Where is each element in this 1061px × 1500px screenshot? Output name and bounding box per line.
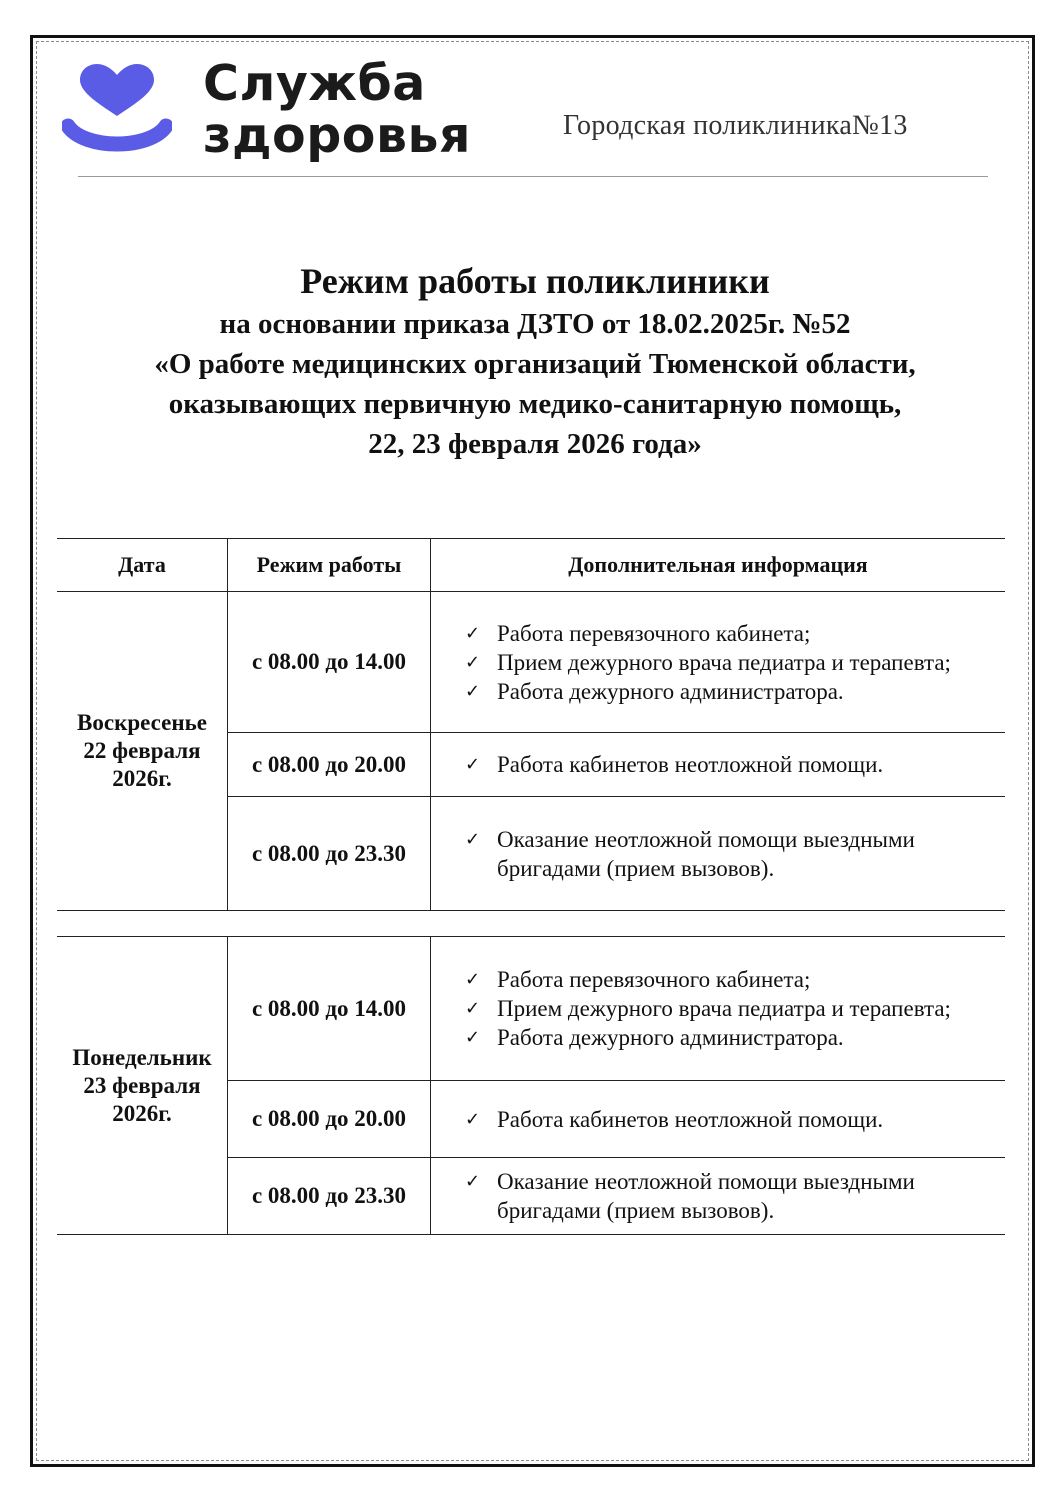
schedule-table-sunday xyxy=(57,538,1005,911)
brand-line-1: Служба xyxy=(203,55,426,112)
time-cell: с 08.00 до 20.00 xyxy=(228,1081,431,1158)
clinic-name: Городская поликлиника№13 xyxy=(563,110,908,141)
title-main: Режим работы поликлиники xyxy=(300,261,770,301)
title-dates-line: 22, 23 февраля 2026 года» xyxy=(368,428,702,460)
date-cell xyxy=(57,937,228,1235)
list-item xyxy=(465,1167,975,1225)
table-header-row xyxy=(57,539,1005,592)
time-cell: с 08.00 до 20.00 xyxy=(228,733,431,797)
date-cell xyxy=(57,592,228,911)
list-item xyxy=(465,825,975,883)
checkmark-icon: ✓ xyxy=(465,1108,481,1130)
checkmark-icon: ✓ xyxy=(465,828,481,850)
info-cell xyxy=(431,733,1006,797)
list-item xyxy=(465,1105,1005,1134)
list-item-text: Работа перевязочного кабинета; xyxy=(497,967,811,992)
info-list xyxy=(431,965,1005,1052)
heart-smile-icon xyxy=(62,60,172,160)
title-order-line: на основании приказа ДЗТО от 18.02.2025г. №52 xyxy=(219,308,851,340)
info-cell xyxy=(431,1158,1006,1235)
schedule-table-monday xyxy=(57,936,1005,1235)
checkmark-icon: ✓ xyxy=(465,651,481,673)
list-item-text: Работа дежурного администратора. xyxy=(497,678,844,704)
brand-line-2: здоровья xyxy=(203,107,471,164)
title-subject-line-2: оказывающих первичную медико-санитарную помощь, xyxy=(168,388,902,420)
list-item xyxy=(465,677,1005,706)
info-list xyxy=(431,1105,1005,1134)
list-item-text: Оказание неотложной помощи выездными бригадами (прием вызовов). xyxy=(497,1169,915,1223)
info-cell xyxy=(431,797,1006,911)
time-cell: с 08.00 до 14.00 xyxy=(228,592,431,733)
list-item xyxy=(465,750,1005,779)
list-item xyxy=(465,1023,1005,1052)
list-item xyxy=(465,648,1005,677)
info-cell xyxy=(431,937,1006,1081)
list-item-text: Работа кабинетов неотложной помощи. xyxy=(497,1106,884,1132)
checkmark-icon: ✓ xyxy=(465,754,481,775)
info-cell xyxy=(431,1081,1006,1158)
checkmark-icon: ✓ xyxy=(465,622,481,644)
info-list xyxy=(431,825,1005,883)
info-list xyxy=(431,619,1005,706)
time-cell: с 08.00 до 23.30 xyxy=(228,1158,431,1235)
list-item-text: Работа дежурного администратора. xyxy=(497,1025,844,1050)
brand-name xyxy=(203,55,471,164)
list-item-text: Работа перевязочного кабинета; xyxy=(497,620,811,646)
time-cell: с 08.00 до 14.00 xyxy=(228,937,431,1081)
time-cell: с 08.00 до 23.30 xyxy=(228,797,431,911)
checkmark-icon: ✓ xyxy=(465,680,481,702)
date-year: 2026г. xyxy=(112,1100,172,1126)
date-day: 22 февраля xyxy=(83,738,201,763)
date-day: 23 февраля xyxy=(83,1072,201,1098)
checkmark-icon: ✓ xyxy=(465,969,481,990)
list-item-text: Прием дежурного врача педиатра и терапевта; xyxy=(497,649,951,675)
checkmark-icon: ✓ xyxy=(465,1171,481,1192)
list-item xyxy=(465,994,1005,1023)
document-title xyxy=(40,258,1030,464)
list-item xyxy=(465,965,1005,994)
date-weekday: Понедельник xyxy=(72,1044,212,1070)
title-subject-line-1: «О работе медицинских организаций Тюменской области, xyxy=(154,348,916,380)
list-item-text: Работа кабинетов неотложной помощи. xyxy=(497,752,884,777)
info-cell xyxy=(431,592,1006,733)
header-mode: Режим работы xyxy=(228,539,431,592)
header-divider xyxy=(78,176,988,177)
date-weekday: Воскресенье xyxy=(77,710,207,735)
list-item-text: Оказание неотложной помощи выездными бригадами (прием вызовов). xyxy=(497,826,915,881)
header-info: Дополнительная информация xyxy=(431,539,1006,592)
header-date: Дата xyxy=(57,539,228,592)
table-row xyxy=(57,592,1005,733)
info-list xyxy=(431,750,1005,779)
info-list xyxy=(431,1167,1005,1225)
table-row xyxy=(57,937,1005,1081)
checkmark-icon: ✓ xyxy=(465,998,481,1019)
list-item xyxy=(465,619,1005,648)
list-item-text: Прием дежурного врача педиатра и терапевта; xyxy=(497,996,951,1021)
date-year: 2026г. xyxy=(112,766,172,791)
checkmark-icon: ✓ xyxy=(465,1027,481,1048)
